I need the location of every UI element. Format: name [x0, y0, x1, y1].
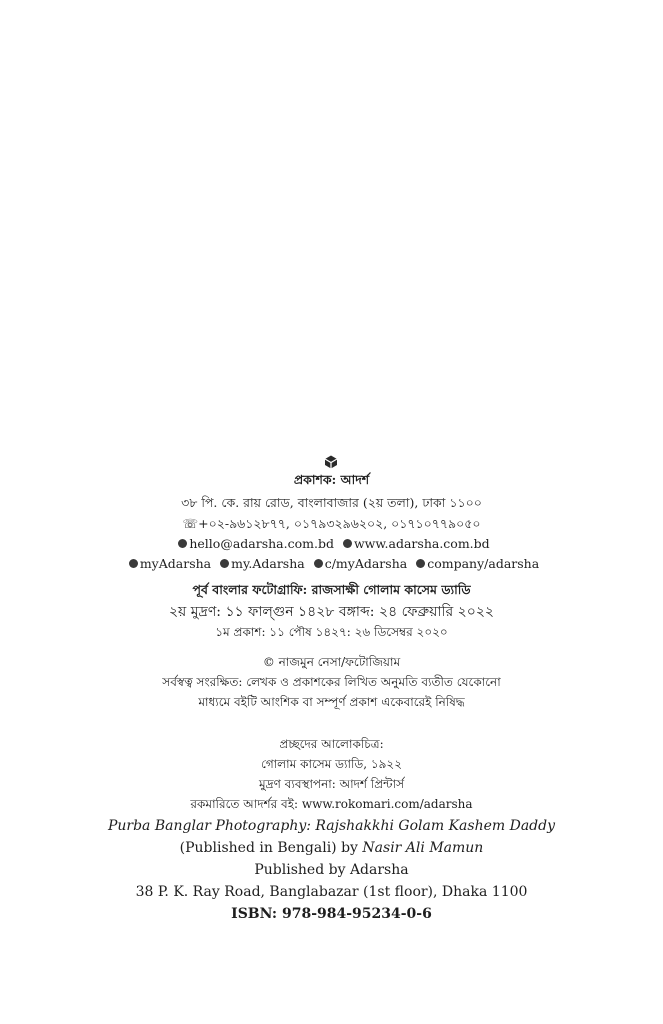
publisher-name: প্রকাশক: আদর্শ [293, 472, 370, 487]
rokomari-link[interactable]: রকমারিতে আদর্শর বই: www.rokomari.com/adarsha [190, 797, 473, 811]
email-icon [178, 539, 187, 548]
first-edition: ১ম প্রকাশ: ১১ পৌষ ১৪২৭: ২৬ ডিসেম্বর ২০২০ [215, 625, 448, 639]
first-edition-block [0, 624, 663, 644]
published-in-prefix: (Published in Bengali) by [179, 840, 363, 856]
second-printing-block [0, 600, 663, 624]
globe-icon [343, 539, 352, 548]
published-in-line [0, 837, 663, 859]
printing-credit: মুদ্রণ ব্যবস্থাপনা: আদর্শ প্রিন্টার্স [258, 777, 405, 791]
phone-numbers: ☏+০২-৯৬১২৮৭৭, ০১৭৯৩২৯৬২০২, ০১৭১০৭৭৯০৫০ [182, 516, 481, 531]
cover-photo-credit: গোলাম কাসেম ড্যাডি, ১৯২২ [260, 757, 403, 771]
address-en: 38 P. K. Ray Road, Banglabazar (1st floor), Dhaka 1100 [135, 884, 528, 900]
web-icon [220, 559, 229, 568]
rights-block [0, 652, 663, 712]
bengali-address [0, 492, 663, 534]
email-web-line [0, 534, 663, 554]
book-title-bn-block [0, 582, 663, 602]
author-en: Nasir Ali Mamun [362, 840, 484, 856]
facebook-link[interactable]: myAdarsha [139, 556, 212, 571]
credits-block [0, 734, 663, 814]
rights-line-1: সর্বস্বত্ব সংরক্ষিত: লেখক ও প্রকাশকের লিখিত অনুমতি ব্যতীত যেকোনো [162, 675, 501, 689]
publisher-logo-icon [324, 455, 338, 469]
youtube-icon [314, 559, 323, 568]
english-colophon [0, 815, 663, 925]
cover-label: প্রচ্ছদের আলোকচিত্র: [279, 737, 384, 751]
book-title-en: Purba Banglar Photography: Rajshakkhi Golam Kashem Daddy [107, 818, 556, 834]
second-printing: ২য় মুদ্রণ: ১১ ফাল্গুন ১৪২৮ বঙ্গাব্দ: ২৪ ফেব্রুয়ারি ২০২২ [168, 604, 495, 620]
contact-links [0, 534, 663, 574]
my-adarsha-link[interactable]: my.Adarsha [231, 556, 305, 571]
youtube-link[interactable]: c/myAdarsha [324, 556, 408, 571]
facebook-icon [129, 559, 138, 568]
address-bn: ৩৮ পি. কে. রায় রোড, বাংলাবাজার (২য় তলা), ঢাকা ১১০০ [181, 495, 482, 510]
rights-line-2: মাধ্যমে বইটি আংশিক বা সম্পূর্ণ প্রকাশ একেবারেই নিষিদ্ধ [198, 695, 465, 709]
social-line [0, 554, 663, 574]
email-link[interactable]: hello@adarsha.com.bd [189, 536, 334, 551]
publisher-line [0, 472, 663, 492]
linkedin-icon [416, 559, 425, 568]
isbn: ISBN: 978-984-95234-0-6 [231, 906, 432, 922]
published-by: Published by Adarsha [254, 862, 409, 878]
title-en-line [0, 815, 663, 837]
website-link[interactable]: www.adarsha.com.bd [353, 536, 490, 551]
book-title-bn: পূর্ব বাংলার ফটোগ্রাফি: রাজসাক্ষী গোলাম কাসেম ড্যাডি [192, 582, 471, 597]
copyright: © নাজমুন নেসা/ফটোজিয়াম [262, 655, 401, 669]
linkedin-link[interactable]: company/adarsha [427, 556, 540, 571]
